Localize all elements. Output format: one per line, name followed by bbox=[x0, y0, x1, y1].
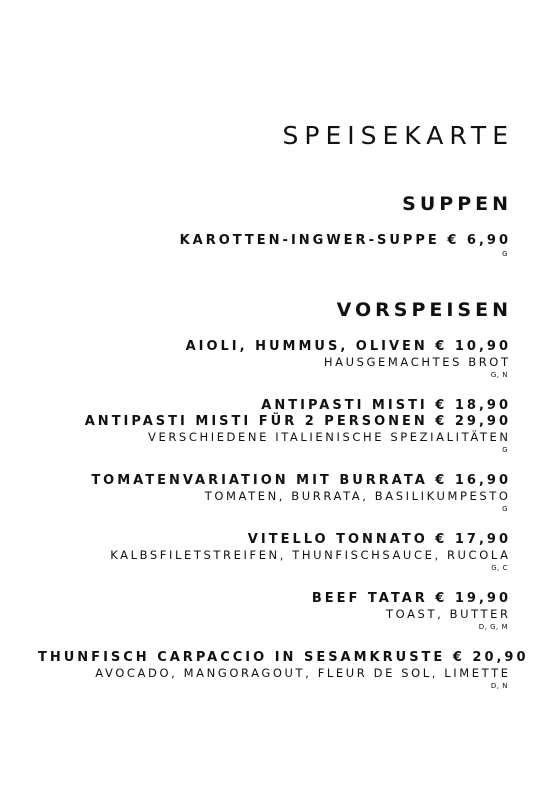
item-name: ANTIPASTI MISTI € 18,90 bbox=[261, 398, 511, 413]
menu-item bbox=[38, 233, 511, 260]
menu-item bbox=[38, 650, 529, 692]
section-title: SUPPEN bbox=[402, 193, 512, 215]
item-allergens: G bbox=[502, 250, 508, 258]
item-description: HAUSGEMACHTES BROT bbox=[323, 355, 511, 369]
menu-item bbox=[38, 398, 511, 456]
section-items bbox=[38, 233, 511, 260]
item-allergens: G bbox=[502, 505, 508, 513]
item-allergens: D, N bbox=[490, 682, 508, 690]
menu-title: SPEISEKARTE bbox=[282, 121, 514, 150]
item-description: VERSCHIEDENE ITALIENISCHE SPEZIALITÄTEN bbox=[148, 430, 511, 444]
menu-item bbox=[38, 473, 511, 515]
item-description: TOAST, BUTTER bbox=[386, 607, 511, 621]
item-description: AVOCADO, MANGORAGOUT, FLEUR DE SOL, LIMETTE bbox=[95, 666, 511, 680]
item-allergens: G, C bbox=[491, 564, 508, 572]
menu-item bbox=[38, 532, 511, 574]
item-name: AIOLI, HUMMUS, OLIVEN € 10,90 bbox=[185, 339, 511, 354]
section-title: VORSPEISEN bbox=[336, 299, 512, 321]
section-suppen bbox=[38, 192, 512, 260]
item-allergens: G bbox=[502, 446, 508, 454]
item-description: KALBSFILETSTREIFEN, THUNFISCHSAUCE, RUCOLA bbox=[110, 548, 511, 562]
item-allergens: G, N bbox=[490, 371, 508, 379]
item-name: KAROTTEN-INGWER-SUPPE € 6,90 bbox=[179, 233, 511, 248]
item-allergens: D, G, M bbox=[478, 623, 508, 631]
item-name: BEEF TATAR € 19,90 bbox=[311, 591, 511, 606]
item-name: THUNFISCH CARPACCIO IN SESAMKRUSTE € 20,90 bbox=[38, 650, 529, 665]
item-name-secondary: ANTIPASTI MISTI FÜR 2 PERSONEN € 29,90 bbox=[84, 414, 511, 429]
menu bbox=[38, 120, 529, 709]
item-name: TOMATENVARIATION MIT BURRATA € 16,90 bbox=[91, 473, 511, 488]
menu-item bbox=[38, 591, 511, 633]
menu-item bbox=[38, 339, 511, 381]
section-vorspeisen bbox=[38, 298, 529, 692]
item-name: VITELLO TONNATO € 17,90 bbox=[247, 532, 511, 547]
item-description: TOMATEN, BURRATA, BASILIKUMPESTO bbox=[204, 489, 511, 503]
section-items bbox=[38, 339, 529, 692]
